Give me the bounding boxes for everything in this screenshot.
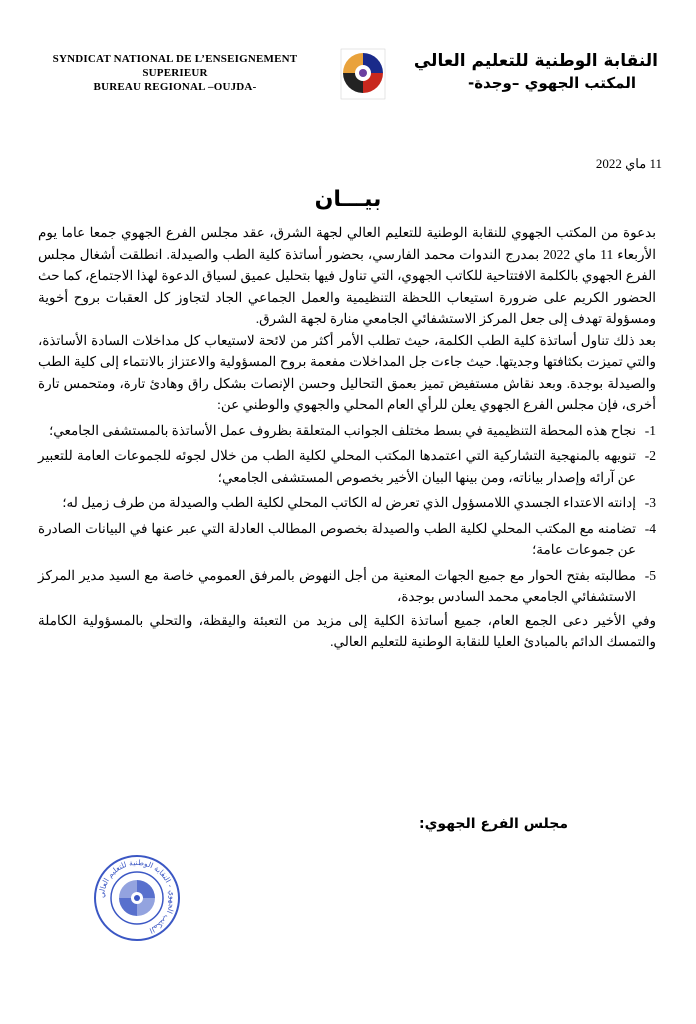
header-fr-line1: SYNDICAT NATIONAL DE L’ENSEIGNEMENT — [52, 53, 298, 65]
header-arabic — [413, 50, 658, 94]
official-stamp-icon — [92, 853, 182, 943]
header-ar-line2: المكتب الجهوي –وجدة- — [467, 74, 636, 92]
list-item: 4- تضامنه مع المكتب المحلي لكلية الطب والصيدلة بخصوص المطالب العادلة التي عبر عنها في البيانات الصادرة عن جموعات عامة؛ — [38, 520, 656, 557]
header-ar-line1: النقابة الوطنية للتعليم العالي — [413, 51, 658, 71]
union-logo-icon — [338, 47, 388, 101]
stamp-ring-text: المكتب الجهوي - النقابة الوطنية للتعليم العالي — [96, 857, 178, 936]
document-date: 11 ماي 2022 — [595, 156, 662, 171]
header-fr-line2: SUPERIEUR — [142, 67, 208, 79]
header-fr-line3: BUREAU REGIONAL –OUJDA- — [93, 81, 257, 93]
paragraph-closing: وفي الأخير دعى الجمع العام، جميع أساتذة الكلية إلى مزيد من التعبئة واليقظة، والتحلي بالمسؤولية الكاملة والتمسك الدائم بالمبادئ العليا للنقابة الوطنية للتعليم العالي. — [38, 612, 656, 649]
list-item: 1- نجاح هذه المحطة التنظيمية في بسط مختلف الجوانب المتعلقة بظروف عمل الأساتذة بالمستشفى الجامعي؛ — [49, 422, 656, 438]
list-item: 5- مطالبته بفتح الحوار مع جميع الجهات المعنية من أجل النهوض بالمرفق العمومي خاصة مع السيد مدير المركز الاستشفائي الجامعي محمد السادس بوجدة، — [38, 567, 656, 604]
document-title: بيـــان — [314, 187, 382, 212]
resolutions-list — [38, 420, 656, 608]
list-item: 3- إدانته الاعتداء الجسدي اللامسؤول الذي تعرض له الكاتب المحلي لكلية الطب والصيدلة من طرف زميل له؛ — [62, 495, 656, 510]
statement-body — [38, 222, 656, 653]
signature-label: مجلس الفرع الجهوي: — [418, 816, 568, 832]
list-item: 2- تنويهه بالمنهجية التشاركية التي اعتمدها المكتب المحلي لكلية الطب من خلال لجوئه للجموعات العامة للتعبير عن آرائه وإصدار بياناته، ومن بينها البيان الأخير بخصوص المستشفى الجامعي؛ — [38, 448, 656, 485]
paragraph-discussion: بعد ذلك تناول أساتذة كلية الطب الكلمة، حيث تطلب الأمر أكثر من لائحة لاستيعاب كل مداخلات السادة الأساتذة، والتي تميزت بكثافتها وجديتها. حيث جاءت جل المداخلات مفعمة بروح المسؤولية والاعتزاز بالانتماء إلى كلية الطب والصيدلة بوجدة. وبعد نقاش مستفيض تميز بعمق التحاليل وحسن الإنصات بشكل راق وهادئ تارة، ومتحمس تارة أخرى، فإن مجلس الفرع الجهوي يعلن للرأي العام المحلي والجهوي والوطني عن: — [38, 332, 656, 412]
paragraph-intro: بدعوة من المكتب الجهوي للنقابة الوطنية للتعليم العالي لجهة الشرق، عقد مجلس الفرع الجهوي جمعا عاما يوم الأربعاء 11 ماي 2022 بمدرج الندوات محمد الفارسي، بحضور أساتذة كلية الطب والصيدلة. انطلقت أشغال مجلس الفرع الجهوي بالكلمة الافتتاحية للكاتب الجهوي، التي تناول فيها بتحليل عميق لسياق الدعوة لهذا الاجتماع، كما حث الحضور الكريم على ضرورة استيعاب اللحظة التنظيمية والعمل الجماعي الجاد لتجاوز كل العقبات بروح أخوية ومسؤولة تهدف إلى جعل المركز الاستشفائي الجامعي منارة لجهة الشرق. — [38, 225, 656, 326]
header-french — [30, 52, 320, 94]
